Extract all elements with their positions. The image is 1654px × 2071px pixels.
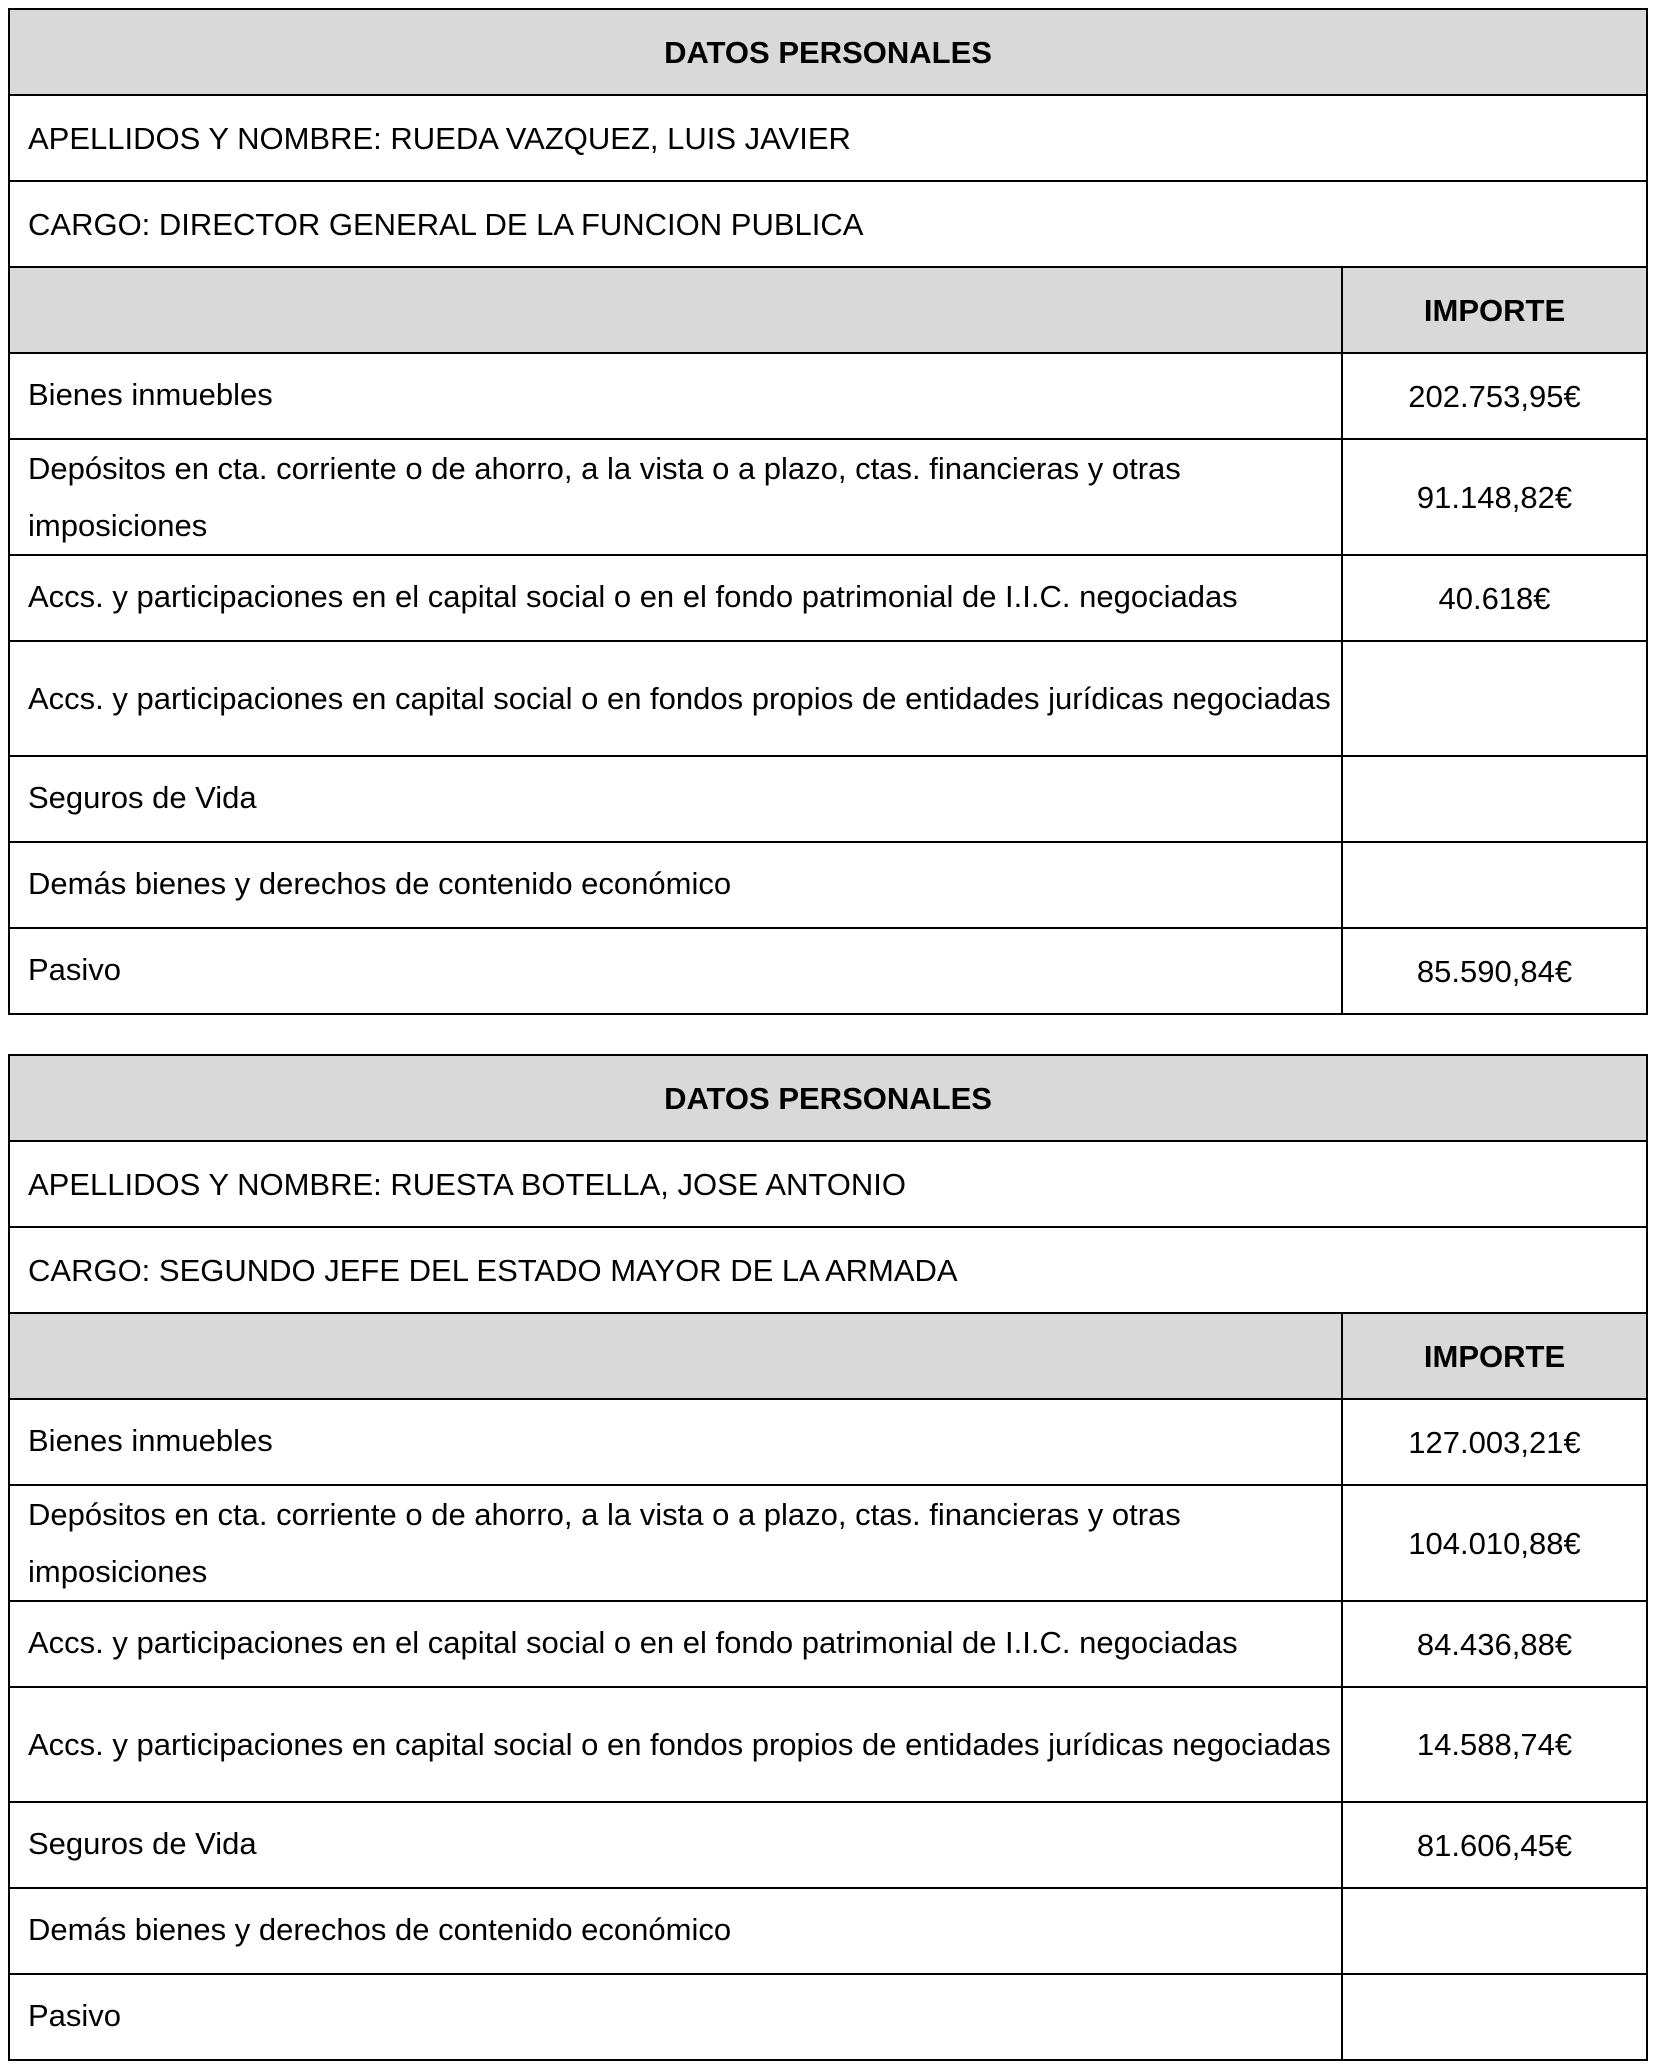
amount-column-header: IMPORTE — [1342, 1313, 1647, 1399]
row-amount: 85.590,84€ — [1342, 928, 1647, 1014]
row-label: Accs. y participaciones en capital social o en fondos propios de entidades jurídicas negociadas — [9, 641, 1342, 756]
section-title: DATOS PERSONALES — [9, 9, 1647, 95]
row-amount — [1342, 1974, 1647, 2060]
row-label: Bienes inmuebles — [9, 353, 1342, 439]
amount-column-header: IMPORTE — [1342, 267, 1647, 353]
row-amount — [1342, 842, 1647, 928]
row-amount: 91.148,82€ — [1342, 439, 1647, 555]
row-amount: 14.588,74€ — [1342, 1687, 1647, 1802]
row-amount — [1342, 756, 1647, 842]
table-row — [9, 439, 1647, 555]
table-row — [9, 555, 1647, 641]
name-line: APELLIDOS Y NOMBRE: RUEDA VAZQUEZ, LUIS JAVIER — [9, 95, 1647, 181]
row-label: Seguros de Vida — [9, 756, 1342, 842]
row-amount: 202.753,95€ — [1342, 353, 1647, 439]
table-row — [9, 842, 1647, 928]
row-label: Demás bienes y derechos de contenido económico — [9, 1888, 1342, 1974]
name-line: APELLIDOS Y NOMBRE: RUESTA BOTELLA, JOSE ANTONIO — [9, 1141, 1647, 1227]
row-amount: 127.003,21€ — [1342, 1399, 1647, 1485]
table-row — [9, 756, 1647, 842]
row-amount: 84.436,88€ — [1342, 1601, 1647, 1687]
position-line: CARGO: DIRECTOR GENERAL DE LA FUNCION PUBLICA — [9, 181, 1647, 267]
table-row — [9, 1974, 1647, 2060]
table-row — [9, 1802, 1647, 1888]
row-amount: 104.010,88€ — [1342, 1485, 1647, 1601]
row-label: Seguros de Vida — [9, 1802, 1342, 1888]
table-row — [9, 1399, 1647, 1485]
row-label: Pasivo — [9, 1974, 1342, 2060]
row-label: Bienes inmuebles — [9, 1399, 1342, 1485]
row-label: Accs. y participaciones en el capital social o en el fondo patrimonial de I.I.C. negociadas — [9, 555, 1342, 641]
section-title: DATOS PERSONALES — [9, 1055, 1647, 1141]
table-row — [9, 641, 1647, 756]
row-amount — [1342, 641, 1647, 756]
table-row — [9, 928, 1647, 1014]
table-row — [9, 1888, 1647, 1974]
table-row — [9, 1485, 1647, 1601]
table-row — [9, 1687, 1647, 1802]
asset-declaration-table-2 — [8, 1054, 1648, 2061]
row-amount: 40.618€ — [1342, 555, 1647, 641]
table-row — [9, 1601, 1647, 1687]
row-label: Accs. y participaciones en capital social o en fondos propios de entidades jurídicas negociadas — [9, 1687, 1342, 1802]
row-amount: 81.606,45€ — [1342, 1802, 1647, 1888]
row-label: Depósitos en cta. corriente o de ahorro, a la vista o a plazo, ctas. financieras y otras imposiciones — [9, 1485, 1342, 1601]
row-label: Depósitos en cta. corriente o de ahorro, a la vista o a plazo, ctas. financieras y otras imposiciones — [9, 439, 1342, 555]
row-label: Accs. y participaciones en el capital social o en el fondo patrimonial de I.I.C. negociadas — [9, 1601, 1342, 1687]
row-amount — [1342, 1888, 1647, 1974]
position-line: CARGO: SEGUNDO JEFE DEL ESTADO MAYOR DE LA ARMADA — [9, 1227, 1647, 1313]
asset-declaration-table-1 — [8, 8, 1648, 1015]
row-label: Pasivo — [9, 928, 1342, 1014]
table-row — [9, 353, 1647, 439]
concept-column-header — [9, 267, 1342, 353]
row-label: Demás bienes y derechos de contenido económico — [9, 842, 1342, 928]
concept-column-header — [9, 1313, 1342, 1399]
